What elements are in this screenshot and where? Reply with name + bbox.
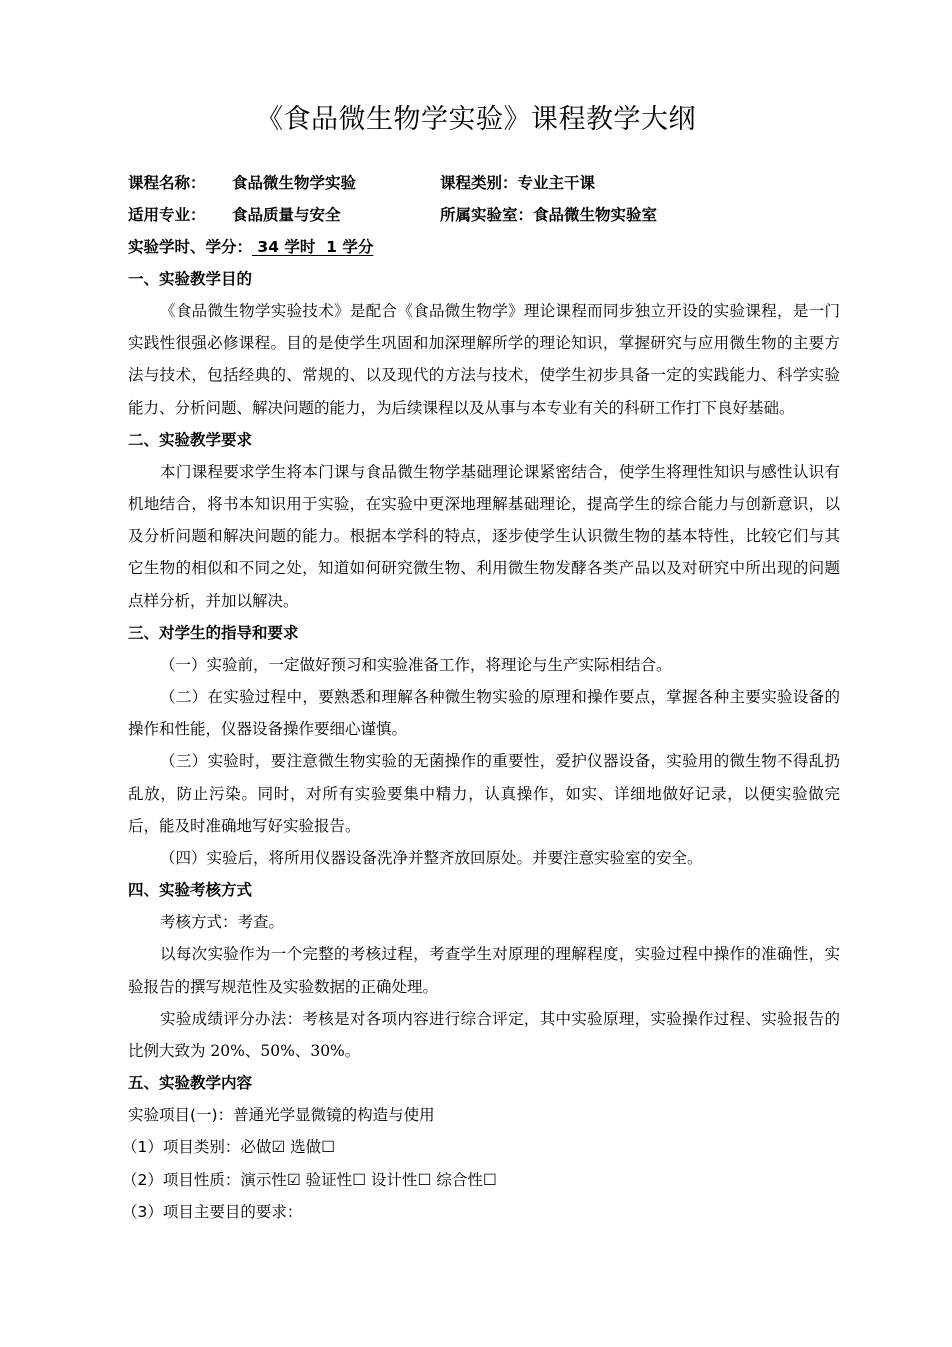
major-field xyxy=(128,199,440,231)
paragraph-purpose: 《食品微生物学实验技术》是配合《食品微生物学》理论课程而同步独立开设的实验课程，是一门实践性很强必修课程。目的是使学生巩固和加深理解所学的理论知识，掌握研究与应用微生物的主要方法与技术，包括经典的、常规的、以及现代的方法与技术，使学生初步具备一定的实践能力、科学实验能力、分析问题、解决问题的能力，为后续课程以及从事与本专业有关的科研工作打下良好基础。 xyxy=(128,302,840,417)
document-body xyxy=(122,167,840,1228)
section-heading-purpose: 一、实验教学目的 xyxy=(128,270,253,288)
paragraph-assessment-1: 考核方式：考查。 xyxy=(160,913,285,932)
course-name-label: 课程名称： xyxy=(128,174,206,192)
project-purpose-item: （3）项目主要目的要求： xyxy=(122,1202,303,1221)
section-heading-guidance: 三、对学生的指导和要求 xyxy=(128,623,299,642)
paragraph-assessment-2: 以每次实验作为一个完整的考核过程，考查学生对原理的理解程度，实验过程中操作的准确性，实验报告的撰写规范性及实验数据的正确处理。 xyxy=(128,945,840,996)
hours-value: 34 学时 1 学分 xyxy=(252,238,374,256)
page-title: 《食品微生物学实验》课程教学大纲 xyxy=(256,104,696,135)
major-value: 食品质量与安全 xyxy=(232,206,341,224)
course-type-text: 课程类别：专业主干课 xyxy=(440,174,596,192)
experiment-project-title: 实验项目(一)：普通光学显微镜的构造与使用 xyxy=(128,1106,435,1125)
section-heading-content: 五、实验教学内容 xyxy=(128,1074,253,1093)
paragraph-guidance-1: （一）实验前，一定做好预习和实验准备工作，将理论与生产实际相结合。 xyxy=(160,655,672,674)
major-label: 适用专业： xyxy=(128,206,206,224)
paragraph-requirements: 本门课程要求学生将本门课与食品微生物学基础理论课紧密结合，使学生将理性知识与感性认识有机地结合，将书本知识用于实验，在实验中更深地理解基础理论，提高学生的综合能力与创新意识，以及分析问题和解决问题的能力。根据本学科的特点，逐步使学生认识微生物的基本特性，比较它们与其它生物的相似和不同之处，知道如何研究微生物、利用微生物发酵各类产品以及对研究中所出现的问题点样分析，并加以解决。 xyxy=(128,462,840,610)
course-name-field xyxy=(128,167,440,199)
project-nature-item: （2）项目性质：演示性☑ 验证性☐ 设计性☐ 综合性☐ xyxy=(122,1170,497,1189)
meta-row-course xyxy=(128,167,840,199)
paragraph-guidance-3: （三）实验时，要注意微生物实验的无菌操作的重要性，爱护仪器设备，实验用的微生物不得乱扔乱放，防止污染。同时，对所有实验要集中精力，认真操作，如实、详细地做好记录，以便实验做完后，能及时准确地写好实验报告。 xyxy=(128,752,840,835)
hours-label: 实验学时、学分： xyxy=(128,238,253,256)
paragraph-guidance-4: （四）实验后，将所用仪器设备洗净并整齐放回原处。并要注意实验室的安全。 xyxy=(160,849,703,868)
meta-row-major xyxy=(128,199,840,231)
meta-row-hours xyxy=(128,231,840,263)
paragraph-guidance-2: （二）在实验过程中，要熟悉和理解各种微生物实验的原理和操作要点，掌握各种主要实验设备的操作和性能，仪器设备操作要细心谨慎。 xyxy=(128,688,840,739)
lab-text: 所属实验室：食品微生物实验室 xyxy=(440,206,658,224)
lab-field xyxy=(440,199,657,231)
course-name-value: 食品微生物学实验 xyxy=(232,174,357,192)
project-category-item: （1）项目类别：必做☑ 选做☐ xyxy=(122,1138,336,1157)
course-type-field xyxy=(440,167,595,199)
section-heading-requirements: 二、实验教学要求 xyxy=(128,430,253,449)
section-heading-assessment: 四、实验考核方式 xyxy=(128,881,253,900)
paragraph-assessment-3: 实验成绩评分办法：考核是对各项内容进行综合评定，其中实验原理，实验操作过程、实验报告的比例大致为 20%、50%、30%。 xyxy=(128,1009,840,1061)
